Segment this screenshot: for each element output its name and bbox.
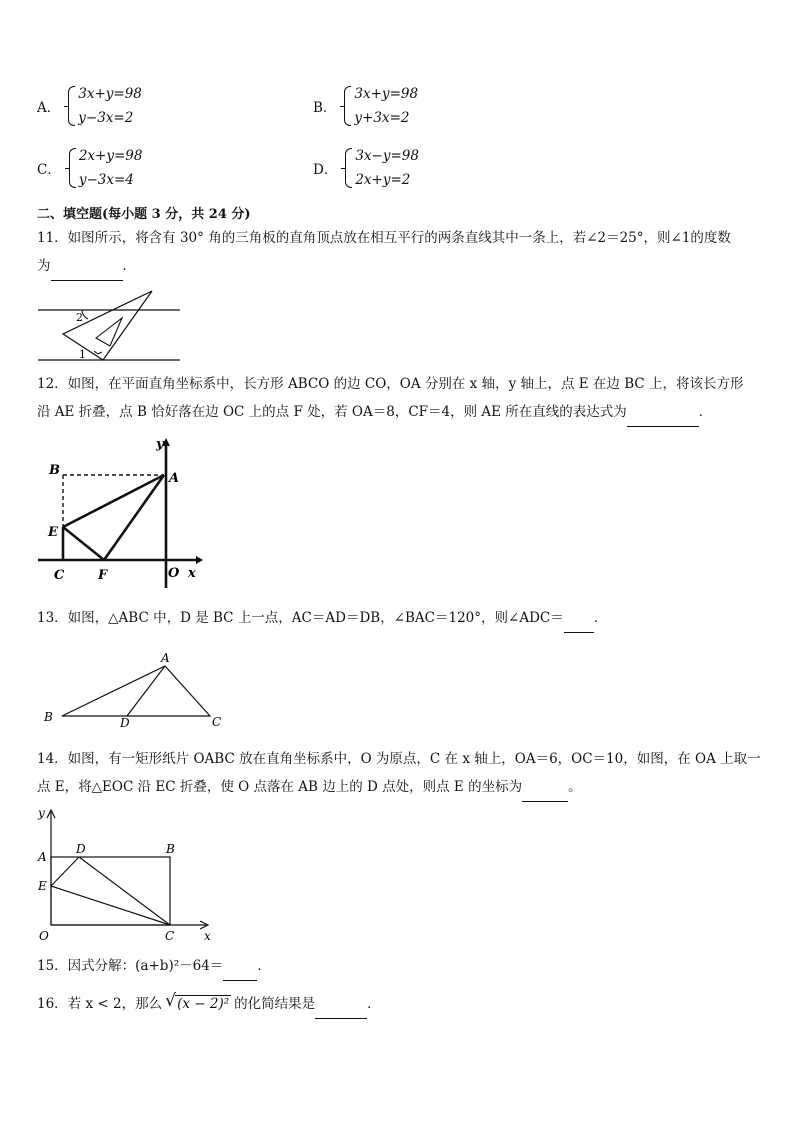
- x-axis-arrow: [196, 556, 203, 564]
- axis-label-y: y: [38, 806, 45, 820]
- segment-dc: [79, 857, 170, 925]
- question-11-line2: [37, 252, 762, 281]
- equation: y−3x=4: [78, 172, 134, 188]
- punct: ．: [122, 258, 136, 274]
- question-16: [37, 990, 762, 1019]
- option-label: B．: [313, 100, 337, 116]
- punct: ．: [367, 996, 381, 1012]
- sqrt-expression: [165, 990, 231, 1018]
- point-label-a: A: [161, 651, 170, 665]
- point-label-b: B: [44, 710, 53, 724]
- figure-q13: [40, 650, 230, 730]
- sqrt-radicand: (x − 2)²: [177, 996, 230, 1012]
- answer-blank[interactable]: [627, 398, 699, 427]
- figure-q12: [36, 432, 206, 590]
- equation: y+3x=2: [354, 110, 410, 126]
- point-label-d: D: [76, 842, 86, 856]
- question-16-text-post: 的化简结果是: [234, 996, 316, 1012]
- question-12-line2: [37, 398, 762, 427]
- section-title: 二、填空题(每小题 3 分，共 24 分): [37, 207, 251, 222]
- point-label-o: O: [39, 929, 49, 943]
- equation: y−3x=2: [78, 110, 134, 126]
- answer-blank[interactable]: [522, 773, 568, 802]
- point-label-a: A: [169, 471, 180, 486]
- option-label: A．: [37, 100, 61, 116]
- punct: ．: [593, 610, 608, 626]
- point-label-o: O: [168, 566, 180, 581]
- figure-q11: [30, 288, 190, 366]
- answer-blank[interactable]: [51, 252, 123, 281]
- segment-ec: [51, 886, 170, 925]
- question-13: [37, 604, 762, 633]
- axis-label-x: x: [188, 566, 196, 581]
- question-14-text: 点 E，将△EOC 沿 EC 折叠，使 O 点落在 AB 边上的 D 点处，则点 E 的坐标为: [37, 779, 523, 795]
- question-15-text: 15．因式分解：(a+b)²－64＝: [37, 958, 224, 974]
- equation: 2x+y=98: [78, 148, 143, 164]
- question-13-text: 13．如图，△ABC 中，D 是 BC 上一点，AC＝AD＝DB，∠BAC＝120°，则∠ADC＝: [37, 610, 564, 626]
- option-d: [313, 144, 419, 192]
- option-c: [37, 144, 142, 192]
- point-label-a: A: [38, 850, 47, 864]
- segment-ed: [51, 857, 79, 886]
- question-12-text: 沿 AE 折叠，点 B 恰好落在边 OC 上的点 F 处，若 OA＝8，CF＝4，则 AE 所在直线的表达式为: [37, 404, 627, 420]
- equation: 3x+y=98: [354, 86, 419, 102]
- point-label-e: E: [48, 525, 58, 540]
- point-label-c: C: [212, 715, 222, 729]
- angle-label-1: 1: [79, 348, 86, 361]
- question-12: [37, 370, 762, 427]
- answer-blank[interactable]: [564, 604, 594, 633]
- equation-system: [344, 82, 418, 130]
- point-label-e: E: [38, 879, 47, 893]
- axis-label-x: x: [204, 929, 211, 943]
- sqrt-sign-icon: √: [165, 991, 176, 1011]
- segment-fa: [104, 475, 164, 560]
- question-16-text: 16．若 x < 2，那么: [37, 996, 163, 1012]
- equation: 2x+y=2: [355, 172, 411, 188]
- question-14: [37, 745, 762, 802]
- question-14-line2: [37, 773, 762, 802]
- triangle-ruler-inner: [96, 318, 122, 346]
- question-12-line1: 12．如图，在平面直角坐标系中，长方形 ABCO 的边 CO，OA 分别在 x 轴，y 轴上，点 E 在边 BC 上，将该长方形: [37, 376, 744, 392]
- answer-blank[interactable]: [223, 952, 257, 981]
- segment-ad: [127, 666, 165, 716]
- equation: 3x−y=98: [355, 148, 419, 164]
- option-a: [37, 82, 142, 130]
- right-angle-mark: [94, 351, 102, 354]
- point-label-f: F: [98, 568, 108, 583]
- equation-system: [345, 144, 419, 192]
- equation: 3x+y=98: [78, 86, 142, 102]
- question-11-line1: 11．如图所示，将含有 30° 角的三角板的直角顶点放在相互平行的两条直线其中一条上，若∠2＝25°，则∠1的度数: [37, 230, 731, 246]
- option-label: D．: [313, 162, 338, 178]
- axis-label-y: y: [156, 437, 164, 452]
- segment-ef: [63, 527, 104, 560]
- question-11: [37, 224, 762, 281]
- point-label-c: C: [165, 929, 175, 943]
- question-15: [37, 952, 762, 981]
- point-label-b: B: [49, 463, 60, 478]
- triangle-ruler-outer: [63, 291, 152, 360]
- point-label-b: B: [166, 842, 175, 856]
- punct: ．: [698, 404, 713, 420]
- punct: ．: [257, 958, 271, 974]
- question-14-line1: 14．如图，有一矩形纸片 OABC 放在直角坐标系中，O 为原点，C 在 x 轴上，OA＝6，OC＝10，如图，在 OA 上取一: [37, 751, 761, 767]
- angle-label-2: 2: [76, 311, 83, 324]
- question-11-text: 为: [37, 258, 51, 274]
- punct: 。: [568, 779, 582, 795]
- answer-blank[interactable]: [315, 990, 367, 1019]
- option-label: C．: [37, 162, 61, 178]
- segment-ea: [63, 475, 164, 527]
- equation-system: [68, 82, 142, 130]
- triangle-abc: [62, 666, 210, 716]
- point-label-d: D: [120, 716, 130, 730]
- equation-system: [69, 144, 143, 192]
- figure-q14: [36, 804, 218, 944]
- option-b: [313, 82, 418, 130]
- point-label-c: C: [54, 568, 65, 583]
